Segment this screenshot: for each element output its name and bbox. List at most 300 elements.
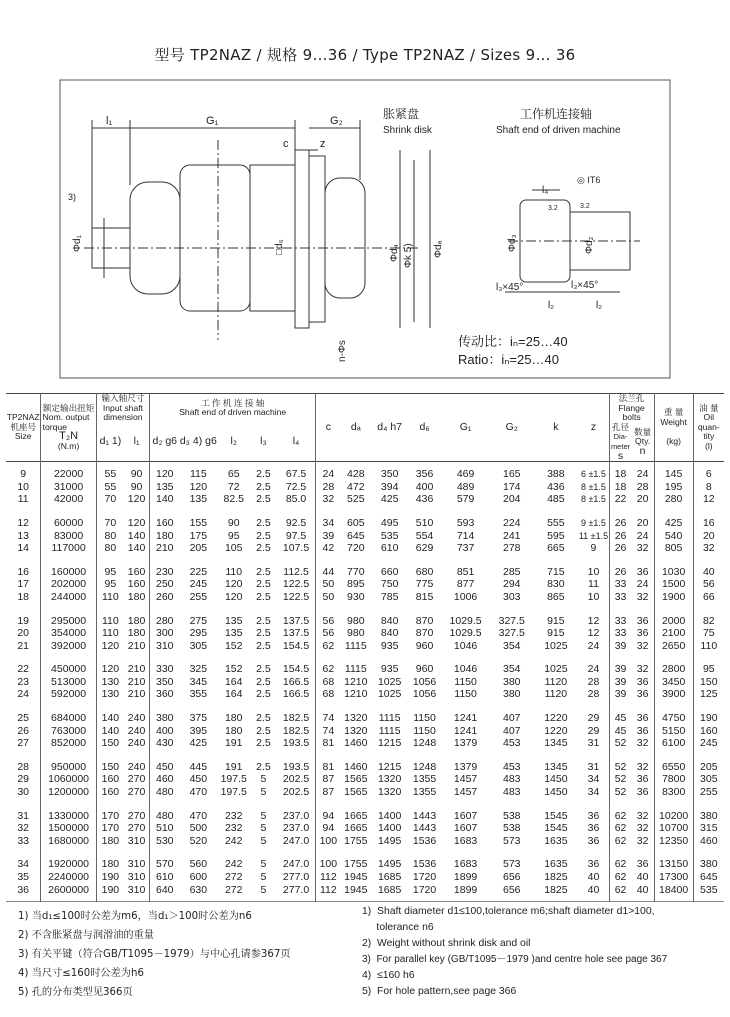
table-cell: 840 xyxy=(380,614,399,627)
table-cell: 11 xyxy=(588,578,599,591)
table-cell: 720 xyxy=(347,542,365,555)
table-row xyxy=(6,822,724,835)
table-cell: 5 xyxy=(260,858,267,871)
table-cell: 5 xyxy=(260,822,267,835)
table-cell: 20 xyxy=(636,493,649,506)
table-cell: 270 xyxy=(127,822,146,835)
table-cell: 36 xyxy=(587,822,600,835)
table-cell: 535 xyxy=(693,884,724,902)
table-cell: 592000 xyxy=(41,688,96,706)
table-cell: 24 xyxy=(17,688,30,701)
hdr-l1: l₁ xyxy=(133,435,140,448)
table-row xyxy=(6,560,724,579)
table-cell: 470 xyxy=(189,809,208,822)
table-cell: 135 xyxy=(150,481,180,494)
table-cell: 12 xyxy=(693,493,724,511)
table-cell: 237.0 xyxy=(282,822,310,835)
table-cell: 660 xyxy=(380,565,399,578)
hdr-c: c xyxy=(316,394,341,462)
table-cell: 95 xyxy=(693,657,724,676)
table-cell: 97.5 xyxy=(285,529,307,542)
table-cell: 595 xyxy=(547,529,565,542)
table-cell: 714 xyxy=(456,529,475,542)
table-cell: 1755 xyxy=(344,834,368,847)
table-cell: 80 xyxy=(96,530,124,543)
table-cell: 260 xyxy=(150,591,180,609)
table-cell: 62 xyxy=(609,884,632,902)
table-cell: 152 xyxy=(224,663,243,676)
table-cell: 40 xyxy=(636,883,649,896)
table-cell: 33 xyxy=(17,834,30,847)
hdr-g1: G₁ xyxy=(459,420,472,433)
table-cell: 166.5 xyxy=(282,675,310,688)
table-cell: 160 xyxy=(127,578,146,591)
table-cell: 489 xyxy=(456,480,475,493)
table-cell: 392000 xyxy=(41,640,96,658)
ratio-en: Ratio：iₙ=25…40 xyxy=(458,352,559,367)
table-cell: 232 xyxy=(224,809,243,822)
roughness-2: 3.2 xyxy=(580,203,590,210)
table-cell: 28 xyxy=(636,480,649,493)
d2-label: Φd₂ xyxy=(584,236,595,254)
table-cell: 39 xyxy=(609,688,632,706)
table-cell: 10 xyxy=(17,480,30,493)
table-cell: 160 xyxy=(96,773,124,786)
table-cell: 325 xyxy=(189,663,208,676)
gearbox-drawing xyxy=(0,75,730,380)
chamfer-right: l₃×45° xyxy=(571,280,599,291)
table-cell: 82.5 xyxy=(223,493,244,506)
table-cell: 593 xyxy=(456,516,475,529)
table-cell: 1150 xyxy=(454,675,477,688)
table-cell: 350 xyxy=(380,468,399,481)
dimension-table xyxy=(6,393,724,902)
dim-z: z xyxy=(320,138,326,150)
table-cell: 90 xyxy=(130,480,143,493)
table-cell: 2.5 xyxy=(256,737,271,750)
notes-english xyxy=(362,904,722,1000)
table-cell: 120 xyxy=(96,640,124,658)
table-cell: 1330000 xyxy=(41,804,96,823)
hdr-weight-en: Weight xyxy=(660,416,687,427)
table-cell: 17300 xyxy=(654,871,693,884)
table-cell: 1355 xyxy=(412,786,437,799)
table-cell: 554 xyxy=(415,529,434,542)
table-cell: 1685 xyxy=(377,883,402,896)
page-title: 型号 TP2NAZ / 规格 9…36 / Type TP2NAZ / Sizes 9… 36 xyxy=(154,46,576,64)
table-cell: 1025 xyxy=(377,675,402,688)
table-cell: 1029.5 xyxy=(449,627,482,640)
table-cell: 40 xyxy=(587,883,600,896)
table-cell: 851 xyxy=(456,565,475,578)
table-cell: 520 xyxy=(189,834,208,847)
table-cell: 2.5 xyxy=(256,688,271,701)
table-cell: 55 xyxy=(96,481,124,494)
table-cell: 140 xyxy=(127,542,146,555)
note-zh-3: 3) 有关平键（符合GB/T1095－1979）与中心孔请参367页 xyxy=(18,949,291,960)
table-cell: 1220 xyxy=(544,724,568,737)
table-cell: 240 xyxy=(127,737,146,750)
table-cell: 94 xyxy=(316,822,341,835)
table-cell: 303 xyxy=(502,590,521,603)
table-cell: 160000 xyxy=(41,560,96,579)
table-cell: 380 xyxy=(693,852,724,871)
table-cell: 525 xyxy=(347,493,365,506)
table-cell: 327.5 xyxy=(498,627,525,640)
table-cell: 18400 xyxy=(654,884,693,902)
table-cell: 1720 xyxy=(412,883,437,896)
table-cell: 277.0 xyxy=(282,883,310,896)
table-cell: 436 xyxy=(547,480,565,493)
table-cell: 483 xyxy=(502,773,521,786)
it6-tolerance: ◎ IT6 xyxy=(577,175,601,185)
table-cell: 380 xyxy=(502,675,521,688)
table-cell: 36 xyxy=(17,883,30,896)
table-cell: 122.5 xyxy=(282,578,310,591)
table-cell: 1060000 xyxy=(41,773,96,786)
table-cell: 1450 xyxy=(544,773,568,786)
d4-label: Φd₄ xyxy=(389,244,400,262)
table-cell: 50 xyxy=(316,591,341,609)
table-cell: 680 xyxy=(415,565,434,578)
table-cell: 22 xyxy=(609,493,632,511)
table-row xyxy=(6,786,724,804)
table-cell: 485 xyxy=(547,493,565,506)
table-cell: 242 xyxy=(224,834,243,847)
table-cell: 120 xyxy=(127,516,146,529)
table-cell: 20 xyxy=(693,530,724,543)
table-cell: 35 xyxy=(17,871,30,883)
table-cell: 120 xyxy=(96,657,124,676)
table-cell: 36 xyxy=(636,614,649,627)
note-zh-4: 4) 当尺寸≤160时公差为h6 xyxy=(18,968,144,979)
table-cell: 270 xyxy=(127,773,146,786)
table-cell: 960 xyxy=(415,639,434,652)
table-cell: 272 xyxy=(224,871,243,883)
table-cell: 26 xyxy=(609,560,632,579)
table-cell: 1400 xyxy=(377,809,402,822)
table-cell: 160 xyxy=(150,511,180,530)
table-cell: 44 xyxy=(316,560,341,579)
da-label: Φdₐ xyxy=(433,240,444,258)
table-cell: 469 xyxy=(456,468,475,481)
table-cell: 1536 xyxy=(412,858,437,871)
table-cell: 180 xyxy=(96,852,124,871)
table-cell: 26 xyxy=(609,530,632,543)
table-cell: 32 xyxy=(636,639,649,652)
table-cell: 3900 xyxy=(654,688,693,706)
table-cell: 354 xyxy=(502,663,521,676)
table-cell: 14 xyxy=(17,542,30,555)
table-cell: 453 xyxy=(502,737,521,750)
table-cell: 160 xyxy=(127,565,146,578)
table-row xyxy=(6,884,724,902)
hdr-torque-unit: (N.m) xyxy=(57,440,80,451)
table-cell: 24 xyxy=(587,663,600,676)
table-cell: 7800 xyxy=(654,773,693,786)
table-cell: 1030 xyxy=(654,560,693,579)
table-cell: 310 xyxy=(127,858,146,871)
table-cell: 74 xyxy=(316,706,341,725)
driven-shaft-zh: 工作机连接轴 xyxy=(520,107,593,121)
table-cell: 29 xyxy=(587,724,600,737)
table-cell: 36 xyxy=(636,786,649,799)
table-cell: 245 xyxy=(189,578,208,591)
table-cell: 21 xyxy=(17,639,30,652)
table-cell: 210 xyxy=(127,688,146,701)
table-cell: 210 xyxy=(127,675,146,688)
table-row xyxy=(6,511,724,530)
table-cell: 1500000 xyxy=(41,822,96,835)
table-cell: 2.5 xyxy=(256,627,271,640)
hdr-driven-en: Shaft end of driven machine xyxy=(179,407,287,418)
table-cell: 5 xyxy=(260,871,267,883)
table-cell: 32 xyxy=(636,542,649,555)
table-cell: 1545 xyxy=(544,822,568,835)
table-cell: 538 xyxy=(502,809,521,822)
table-row xyxy=(6,609,724,628)
table-cell: 5 xyxy=(260,809,267,822)
table-cell: 204 xyxy=(502,493,521,506)
table-cell: 3450 xyxy=(654,676,693,689)
table-cell: 270 xyxy=(127,809,146,822)
table-cell: 930 xyxy=(347,590,365,603)
table-cell: 190 xyxy=(96,884,124,902)
table-cell: 570 xyxy=(150,852,180,871)
table-cell: 1150 xyxy=(413,724,436,737)
table-cell: 870 xyxy=(415,614,434,627)
table-cell: 150 xyxy=(693,676,724,689)
table-cell: 1635 xyxy=(544,858,568,871)
table-cell: 1945 xyxy=(344,871,368,883)
table-cell: 2.5 xyxy=(256,480,271,493)
table-cell: 68 xyxy=(316,676,341,689)
table-cell: 152 xyxy=(224,639,243,652)
table-cell: 33 xyxy=(609,578,632,591)
table-cell: 150 xyxy=(96,737,124,755)
table-cell: 737 xyxy=(456,542,475,555)
table-cell: 656 xyxy=(502,883,521,896)
table-cell: 244000 xyxy=(41,591,96,609)
table-cell: 40 xyxy=(636,871,649,883)
table-cell: 120 xyxy=(189,480,208,493)
table-cell: 247.0 xyxy=(282,834,310,847)
table-cell: 1607 xyxy=(453,809,478,822)
table-cell: 2.5 xyxy=(256,578,271,591)
table-cell: 12350 xyxy=(654,835,693,853)
table-cell: 39 xyxy=(316,530,341,543)
table-cell: 24 xyxy=(636,578,649,591)
table-cell: 240 xyxy=(127,724,146,737)
table-cell: 1495 xyxy=(377,858,402,871)
table-cell: 6 xyxy=(693,462,724,481)
table-cell: 16 xyxy=(693,511,724,530)
dim-l1: l₁ xyxy=(106,115,113,127)
table-cell: 472 xyxy=(347,480,365,493)
table-cell: 36 xyxy=(636,688,649,701)
hdr-d3: d₃ 4) g6 xyxy=(179,435,217,448)
table-cell: 535 xyxy=(380,529,399,542)
table-cell: 62 xyxy=(609,822,632,835)
hdr-d1: d₁ 1) xyxy=(96,423,124,462)
table-cell: 1685 xyxy=(377,871,402,883)
table-cell: 450 xyxy=(189,773,208,786)
table-cell: 112 xyxy=(316,871,341,884)
table-cell: 915 xyxy=(547,614,565,627)
table-cell: 2600000 xyxy=(41,884,96,902)
table-cell: 255 xyxy=(189,590,208,603)
table-cell: 32 xyxy=(316,493,341,511)
table-cell: 140 xyxy=(96,725,124,738)
table-cell: 154.5 xyxy=(282,639,310,652)
table-cell: 26 xyxy=(609,542,632,560)
table-cell: 240 xyxy=(127,712,146,725)
hdr-d6: d₆ xyxy=(419,420,430,433)
table-cell: 190 xyxy=(96,871,124,884)
table-cell: 193.5 xyxy=(282,760,310,773)
table-cell: 20 xyxy=(636,516,649,529)
table-cell: 23 xyxy=(17,675,30,688)
table-cell: 70 xyxy=(96,493,124,511)
table-cell: 852000 xyxy=(41,737,96,755)
table-cell: 42000 xyxy=(41,493,96,511)
table-cell: 225 xyxy=(189,565,208,578)
table-cell: 573 xyxy=(502,834,521,847)
hdr-g2: G₂ xyxy=(505,420,518,433)
note-zh-5: 5) 孔的分布类型见366页 xyxy=(18,987,133,998)
hdr-k: k xyxy=(553,420,559,433)
table-cell: 32 xyxy=(636,590,649,603)
table-cell: 202.5 xyxy=(282,773,310,786)
table-cell: 805 xyxy=(654,542,693,560)
table-cell: 1355 xyxy=(412,773,437,786)
table-cell: 380 xyxy=(693,804,724,823)
note-en-1: 1) Shaft diameter d1≤100,tolerance m6;shaft diameter d1>100, xyxy=(362,906,655,917)
hdr-n: n xyxy=(639,444,646,457)
table-cell: 645 xyxy=(693,871,724,884)
dim-c: c xyxy=(283,138,289,150)
table-cell: 27 xyxy=(17,737,30,750)
table-cell: 150 xyxy=(96,755,124,774)
table-cell: 1457 xyxy=(453,786,478,799)
table-cell: 130 xyxy=(96,688,124,706)
table-cell: 375 xyxy=(189,712,208,725)
table-cell: 1536 xyxy=(412,834,437,847)
table-cell: 1248 xyxy=(412,737,437,750)
table-cell: 1495 xyxy=(377,834,402,847)
table-row xyxy=(6,591,724,609)
table-cell: 354000 xyxy=(41,627,96,640)
table-cell: 13 xyxy=(17,529,30,542)
table-cell: 17 xyxy=(17,578,30,591)
table-cell: 1900 xyxy=(654,591,693,609)
table-cell: 52 xyxy=(609,773,632,786)
table-cell: 8 ±1.5 xyxy=(580,481,606,492)
hdr-l4: l₄ xyxy=(292,435,300,448)
hdr-size-en: Size xyxy=(14,431,32,442)
table-cell: 400 xyxy=(415,480,434,493)
table-cell: 34 xyxy=(316,511,341,530)
table-cell: 280 xyxy=(654,493,693,511)
table-cell: 280 xyxy=(150,609,180,628)
hdr-l3: l₃ xyxy=(260,435,267,448)
table-cell: 75 xyxy=(693,627,724,640)
hdr-oil-en: Oil quan- tity xyxy=(697,412,720,442)
table-cell: 310 xyxy=(150,640,180,658)
table-cell: 380 xyxy=(150,706,180,725)
table-cell: 9 xyxy=(590,542,597,555)
table-cell: 600 xyxy=(189,871,208,883)
table-cell: 145 xyxy=(654,462,693,481)
table-cell: 10 xyxy=(587,590,600,603)
table-cell: 36 xyxy=(587,834,600,847)
table-cell: 480 xyxy=(150,786,180,804)
table-cell: 32 xyxy=(636,834,649,847)
table-cell: 1025 xyxy=(544,639,568,652)
table-cell: 62 xyxy=(316,640,341,658)
hdr-driven-zh: 工 作 机 连 接 轴 xyxy=(200,397,265,408)
table-cell: 8 ±1.5 xyxy=(580,494,606,505)
table-cell: 18 xyxy=(17,590,30,603)
table-cell: 2.5 xyxy=(256,529,271,542)
table-cell: 380 xyxy=(502,688,521,701)
table-cell: 30 xyxy=(17,786,30,799)
table-row xyxy=(6,530,724,543)
table-cell: 10 xyxy=(587,565,600,578)
note-en-1b: tolerance n6 xyxy=(362,922,434,933)
table-cell: 395 xyxy=(189,724,208,737)
table-cell: 540 xyxy=(654,530,693,543)
chamfer-left: l₃×45° xyxy=(496,282,524,293)
table-cell: 6100 xyxy=(654,737,693,755)
table-cell: 579 xyxy=(456,493,475,506)
table-cell: 110 xyxy=(225,565,243,578)
table-cell: 31 xyxy=(17,809,30,822)
table-cell: 770 xyxy=(347,565,365,578)
dim-g2: G₂ xyxy=(330,115,343,127)
table-cell: 1320 xyxy=(344,724,368,737)
table-cell: 25 xyxy=(17,712,30,725)
table-cell: 82 xyxy=(693,609,724,628)
table-cell: 180 xyxy=(150,530,180,543)
table-cell: 425 xyxy=(380,493,399,506)
table-cell: 4750 xyxy=(654,706,693,725)
table-row xyxy=(6,462,724,481)
hdr-oil-unit: (l) xyxy=(704,440,713,451)
table-cell: 180 xyxy=(127,627,146,640)
table-cell: 50 xyxy=(316,578,341,591)
table-cell: 750 xyxy=(380,578,399,591)
table-cell: 294 xyxy=(502,578,521,591)
roughness-1: 3.2 xyxy=(548,205,558,212)
table-cell: 400 xyxy=(150,725,180,738)
table-cell: 450000 xyxy=(41,657,96,676)
table-cell: 2240000 xyxy=(41,871,96,884)
table-cell: 13150 xyxy=(654,852,693,871)
table-cell: 1379 xyxy=(453,737,478,750)
table-cell: 1025 xyxy=(377,688,402,701)
table-cell: 95 xyxy=(96,560,124,579)
table-cell: 36 xyxy=(636,773,649,786)
table-cell: 24 xyxy=(587,639,600,652)
table-cell: 36 xyxy=(636,724,649,737)
table-cell: 11 xyxy=(17,493,29,506)
table-cell: 453 xyxy=(502,760,521,773)
table-cell: 32 xyxy=(636,822,649,835)
table-cell: 42 xyxy=(316,542,341,560)
table-cell: 39 xyxy=(609,640,632,658)
table-cell: 1400 xyxy=(377,822,402,835)
